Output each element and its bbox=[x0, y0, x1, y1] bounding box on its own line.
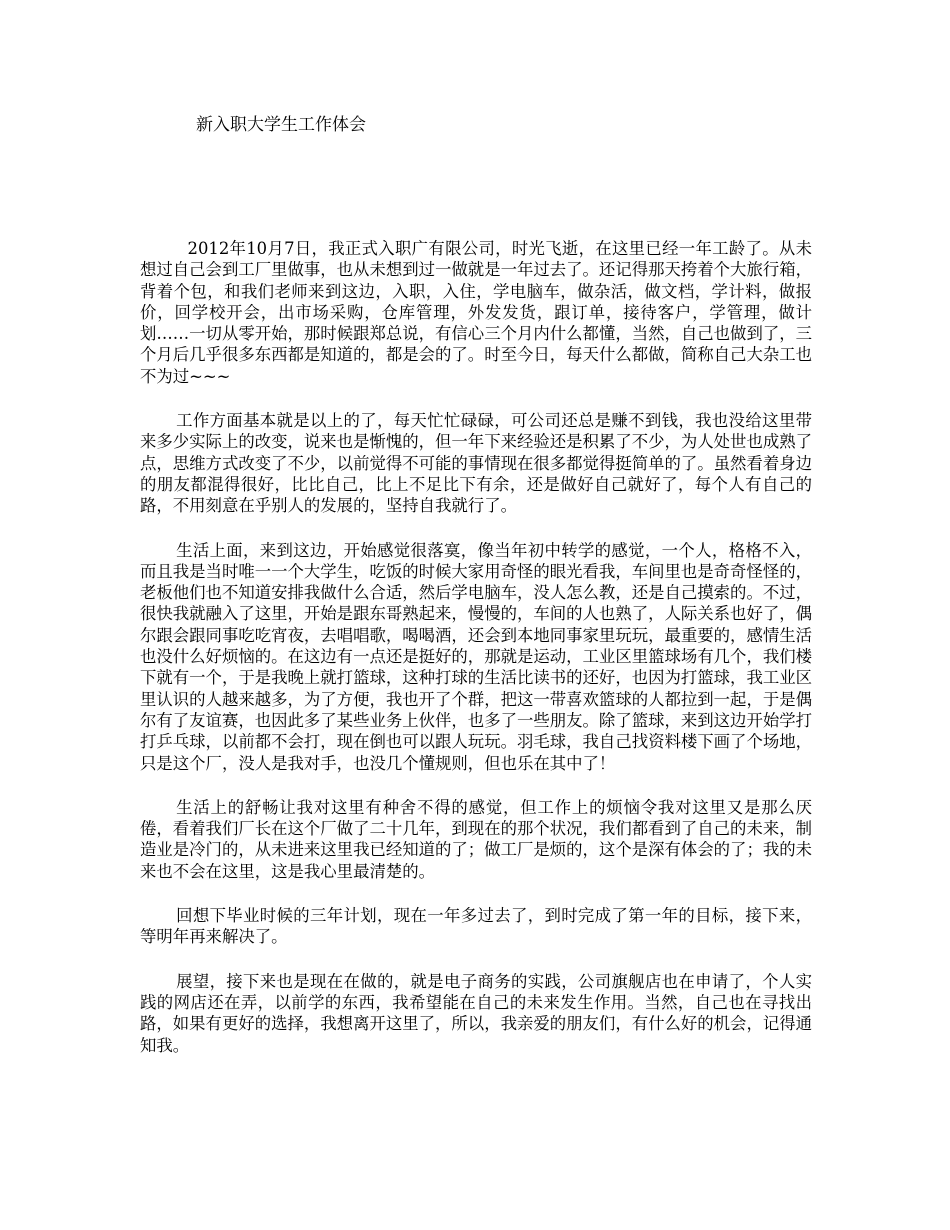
document-body bbox=[140, 238, 812, 1079]
paragraph-outlook: 展望，接下来也是现在在做的，就是电子商务的实践，公司旗舰店也在申请了，个人实践的网店还在弄，以前学的东西，我希望能在自己的未来发生作用。当然，自己也在寻找出路，如果有更好的选择，我想离开这里了，所以，我亲爱的朋友们，有什么好的机会，记得通知我。 bbox=[140, 971, 813, 1055]
paragraph-feelings: 生活上的舒畅让我对这里有种舍不得的感觉，但工作上的烦恼令我对这里又是那么厌倦，看着我们厂长在这个厂做了二十几年，到现在的那个状况，我们都看到了自己的未来，制造业是冷门的，从未进来这里我已经知道的了；做工厂是烦的，这个是深有体会的了；我的未来也不会在这里，这是我心里最清楚的。 bbox=[140, 797, 813, 881]
document-title: 新入职大学生工作体会 bbox=[196, 115, 366, 135]
paragraph-work: 工作方面基本就是以上的了，每天忙忙碌碌，可公司还总是赚不到钱，我也没给这里带来多少实际上的改变，说来也是惭愧的，但一年下来经验还是积累了不少，为人处世也成熟了点，思维方式改变了不少，以前觉得不可能的事情现在很多都觉得挺简单的了。虽然看着身边的朋友都混得很好，比比自己，比上不足比下有余，还是做好自己就好了，每个人有自己的路，不用刻意在乎别人的发展的，坚持自我就行了。 bbox=[140, 411, 813, 516]
paragraph-life: 生活上面，来到这边，开始感觉很落寞，像当年初中转学的感觉，一个人，格格不入，而且我是当时唯一一个大学生，吃饭的时候大家用奇怪的眼光看我，车间里也是奇奇怪怪的，老板他们也不知道安排我做什么合适，然后学电脑车，没人怎么教，还是自己摸索的。不过，很快我就融入了这里，开始是跟东哥熟起来，慢慢的，车间的人也熟了，人际关系也好了，偶尔跟会跟同事吃吃宵夜，去唱唱歌，喝喝酒，还会到本地同事家里玩玩，最重要的，感情生活也没什么好烦恼的。在这边有一点还是挺好的，那就是运动，工业区里篮球场有几个，我们楼下就有一个，于是我晚上就打篮球，这种打球的生活比读书的还好，也因为打篮球，我工业区里认识的人越来越多，为了方便，我也开了个群，把这一带喜欢篮球的人都拉到一起，于是偶尔有了友谊赛，也因此多了某些业务上伙伴，也多了一些朋友。除了篮球，来到这边开始学打打乒乓球，以前都不会打，现在倒也可以跟人玩玩。羽毛球，我自己找资料楼下画了个场地，只是这个厂，没人是我对手，也没几个懂规则，但也乐在其中了！ bbox=[140, 540, 813, 773]
paragraph-intro: 2012年10月7日，我正式入职广有限公司，时光飞逝，在这里已经一年工龄了。从未想过自己会到工厂里做事，也从未想到过一做就是一年过去了。还记得那天挎着个大旅行箱，背着个包，和我们老师来到这边，入职，入住，学电脑车，做杂活，做文档，学计料，做报价，回学校开会，出市场采购，仓库管理，外发发货，跟订单，接待客户，学管理，做计划……一切从零开始，那时候跟郑总说，有信心三个月内什么都懂，当然，自己也做到了，三个月后几乎很多东西都是知道的，都是会的了。时至今日，每天什么都做，简称自己大杂工也不为过~~~ bbox=[140, 239, 813, 386]
paragraph-plan: 回想下毕业时候的三年计划，现在一年多过去了，到时完成了第一年的目标，接下来，等明年再来解决了。 bbox=[140, 906, 812, 947]
